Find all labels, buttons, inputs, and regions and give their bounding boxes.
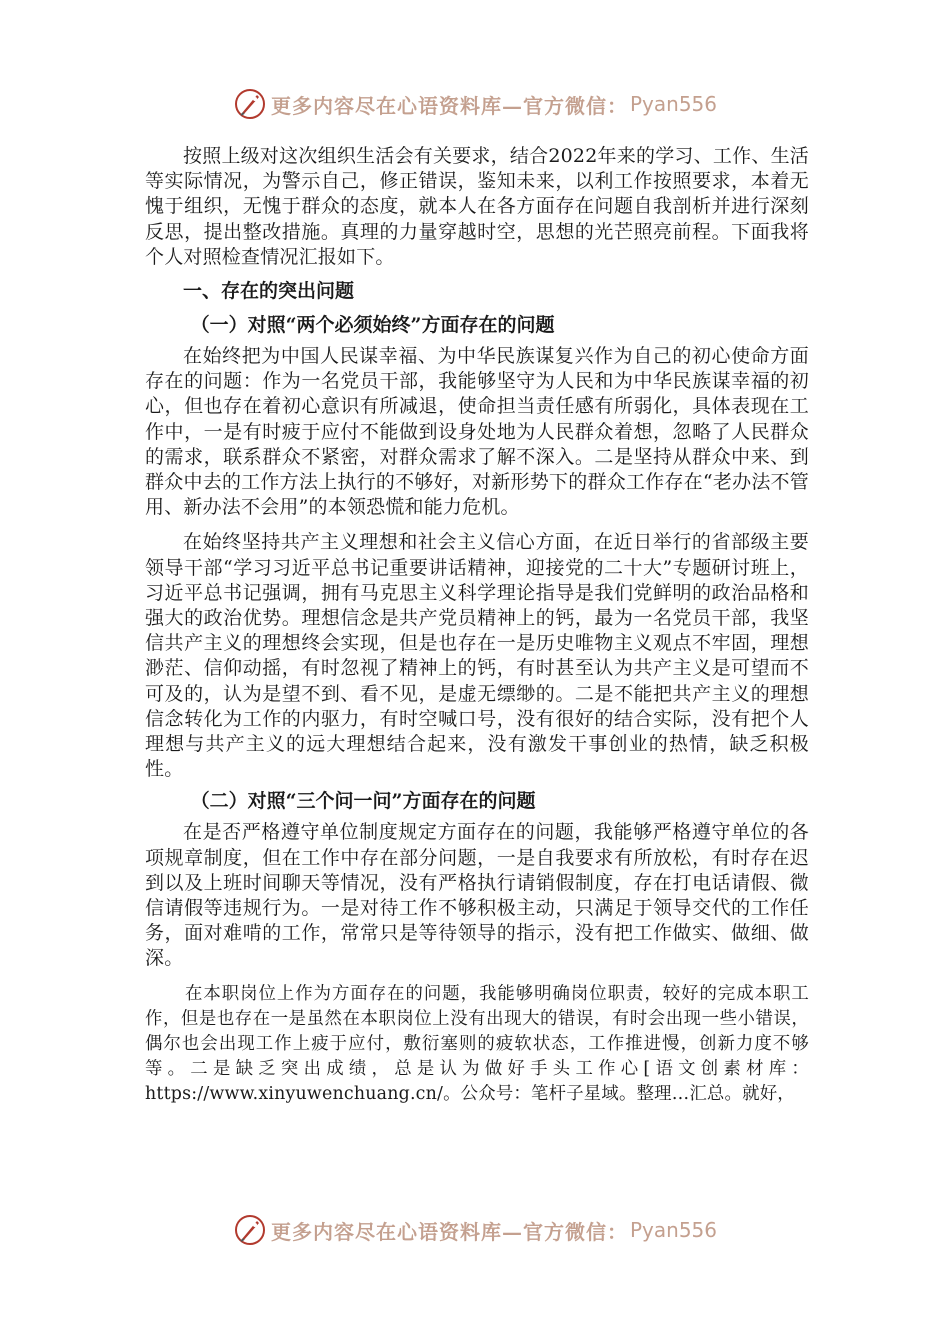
- paragraph-2: 在始终坚持共产主义理想和社会主义信心方面，在近日举行的省部级主要领导干部“学习习近平总书记重要讲话精神，迎接党的二十大”专题研讨班上，习近平总书记强调，拥有马克思主义科学理论指导是我们党鲜明的政治品格和强大的政治优势。理想信念是共产党员精神上的钙，最为一名党员干部，我坚信共产主义的理想终会实现，但是也存在一是历史唯物主义观点不牢固，理想渺茫、信仰动摇，有时忽视了精神上的钙，有时甚至认为共产主义是可望而不可及的，认为是望不到、看不见，是虚无缥缈的。二是不能把共产主义的理想信念转化为工作的内驱力，有时空喊口号，没有很好的结合实际，没有把个人理想与共产主义的远大理想结合起来，没有激发干事创业的热情，缺乏积极性。: [145, 531, 809, 781]
- quill-logo-icon: [233, 87, 267, 121]
- banner-wechat-id: Pyan556: [629, 1218, 717, 1242]
- paragraph-3: 在是否严格遵守单位制度规定方面存在的问题，我能够严格遵守单位的各项规章制度，但在工作中存在部分问题，一是自我要求有所放松，有时存在迟到以及上班时间聊天等情况，没有严格执行请销假制度，存在打电话请假、微信请假等违规行为。一是对待工作不够积极主动，只满足于领导交代的工作任务，面对难啃的工作，常常只是等待领导的指示，没有把工作做实、做细、做深。: [145, 821, 809, 970]
- document-body: [145, 144, 809, 1107]
- intro-paragraph: 按照上级对这次组织生活会有关要求，结合2022年来的学习、工作、生活等实际情况，为警示自己，修正错误，鉴知未来，以利工作按照要求，本着无愧于组织，无愧于群众的态度，就本人在各方面存在问题自我剖析并进行深刻反思，提出整改措施。真理的力量穿越时空，思想的光芒照亮前程。下面我将个人对照检查情况汇报如下。: [145, 145, 809, 268]
- header-banner: [0, 84, 950, 124]
- subsection-heading-1: （一）对照“两个必须始终”方面存在的问题: [190, 314, 555, 337]
- footer-banner: [0, 1210, 950, 1250]
- paragraph-1: 在始终把为中国人民谋幸福、为中华民族谋复兴作为自己的初心使命方面存在的问题：作为一名党员干部，我能够坚守为人民和为中华民族谋幸福的初心，但也存在着初心意识有所减退，使命担当责任感有所弱化，具体表现在工作中，一是有时疲于应付不能做到设身处地为人民群众着想，忽略了人民群众的需求，联系群众不紧密，对群众需求了解不深入。二是坚持从群众中来、到群众中去的工作方法上执行的不够好，对新形势下的群众工作存在“老办法不管用、新办法不会用”的本领恐慌和能力危机。: [145, 345, 809, 519]
- banner-wechat-id: Pyan556: [629, 92, 717, 116]
- paragraph-4: 在本职岗位上作为方面存在的问题，我能够明确岗位职责，较好的完成本职工作，但是也存在一是虽然在本职岗位上没有出现大的错误，有时会出现一些小错误，偶尔也会出现工作上疲于应付，敷衍塞则的疲软状态，工作推进慢，创新力度不够等。二是缺乏突出成绩，总是认为做好手头工作心[语文创素材库：https://www.xinyuwenchuang.cn/。公众号：笔杆子星域。整理…汇总。就好，: [145, 983, 809, 1104]
- banner-text: 更多内容尽在心语资料库—官方微信：: [270, 1219, 628, 1244]
- quill-logo-icon: [233, 1213, 267, 1247]
- banner-text: 更多内容尽在心语资料库—官方微信：: [270, 93, 628, 118]
- subsection-heading-2: （二）对照“三个问一问”方面存在的问题: [190, 790, 536, 813]
- section-heading: 一、存在的突出问题: [183, 280, 355, 303]
